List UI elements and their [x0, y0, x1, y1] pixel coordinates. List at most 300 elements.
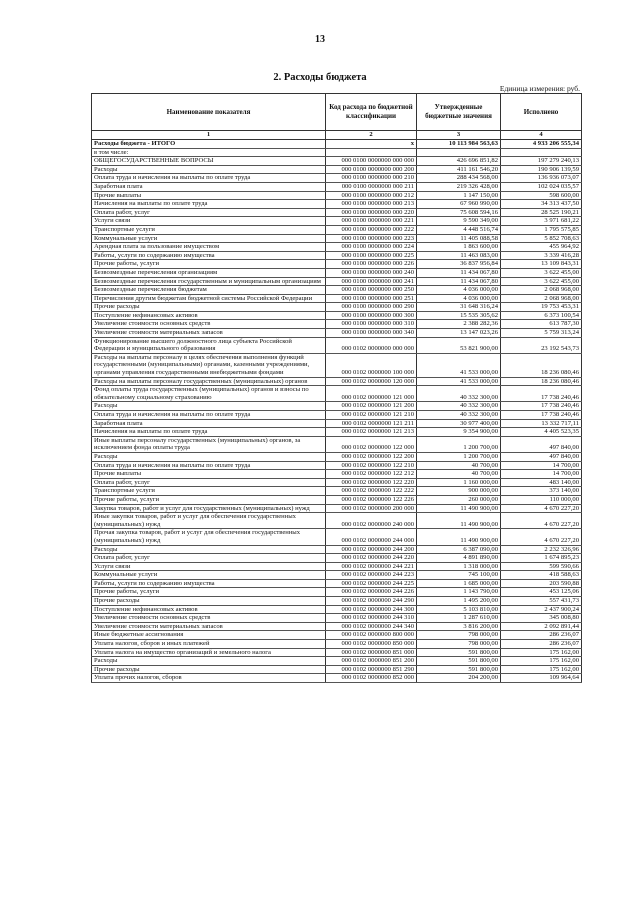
- table-row: [92, 200, 582, 209]
- row-executed: 3 622 455,00: [501, 268, 582, 277]
- table-row: [92, 353, 582, 377]
- table-row: [92, 303, 582, 312]
- row-executed: 598 600,00: [501, 191, 582, 200]
- row-executed: 17 738 240,46: [501, 411, 582, 420]
- row-executed: 2 232 326,96: [501, 545, 582, 554]
- row-name: Расходы: [92, 165, 326, 174]
- row-name: Поступление нефинансовых активов: [92, 605, 326, 614]
- table-row: [92, 562, 582, 571]
- row-code: 000 0100 0000000 000 226: [326, 260, 417, 269]
- row-approved: 53 821 900,00: [417, 337, 501, 353]
- row-approved: 900 000,00: [417, 487, 501, 496]
- row-code: 000 0102 0000000 851 290: [326, 665, 417, 674]
- table-row: [92, 386, 582, 402]
- table-row: [92, 157, 582, 166]
- row-executed: 613 787,30: [501, 320, 582, 329]
- table-row: [92, 605, 582, 614]
- row-approved: 204 200,00: [417, 674, 501, 683]
- row-executed: [501, 148, 582, 157]
- table-row: [92, 208, 582, 217]
- table-row: [92, 174, 582, 183]
- row-executed: 190 906 139,59: [501, 165, 582, 174]
- row-name: Услуги связи: [92, 217, 326, 226]
- row-approved: 288 434 568,00: [417, 174, 501, 183]
- row-code: 000 0102 0000000 122 212: [326, 470, 417, 479]
- row-name: Фонд оплаты труда государственных (муниципальных) органов и взносы по обязательному социальному страхованию: [92, 386, 326, 402]
- row-approved: 9 590 349,00: [417, 217, 501, 226]
- table-header-row: [92, 94, 582, 131]
- row-executed: 19 753 453,31: [501, 303, 582, 312]
- row-executed: 17 738 240,46: [501, 386, 582, 402]
- row-executed: 2 068 968,00: [501, 294, 582, 303]
- table-row: [92, 461, 582, 470]
- row-approved: 1 685 000,00: [417, 579, 501, 588]
- row-code: 000 0102 0000000 851 200: [326, 657, 417, 666]
- row-approved: 40 332 300,00: [417, 411, 501, 420]
- row-approved: 798 000,00: [417, 631, 501, 640]
- row-code: 000 0102 0000000 122 222: [326, 487, 417, 496]
- row-code: 000 0100 0000000 000 224: [326, 243, 417, 252]
- row-code: 000 0102 0000000 244 221: [326, 562, 417, 571]
- column-index: 3: [417, 131, 501, 140]
- row-executed: 497 840,00: [501, 452, 582, 461]
- row-executed: 17 738 240,46: [501, 402, 582, 411]
- row-approved: 1 143 790,00: [417, 588, 501, 597]
- row-executed: 18 236 080,46: [501, 353, 582, 377]
- table-row: [92, 622, 582, 631]
- row-code: 000 0100 0000000 000 222: [326, 225, 417, 234]
- row-code: 000 0102 0000000 244 225: [326, 579, 417, 588]
- table-row: [92, 329, 582, 338]
- row-executed: 4 670 227,20: [501, 529, 582, 545]
- row-code: 000 0100 0000000 000 223: [326, 234, 417, 243]
- row-approved: 11 490 900,00: [417, 529, 501, 545]
- row-name: Коммунальные услуги: [92, 571, 326, 580]
- row-code: x: [326, 140, 417, 149]
- row-code: 000 0102 0000000 100 000: [326, 353, 417, 377]
- row-executed: 3 622 455,00: [501, 277, 582, 286]
- row-executed: 136 936 073,07: [501, 174, 582, 183]
- row-code: 000 0102 0000000 121 211: [326, 419, 417, 428]
- row-executed: 13 109 843,31: [501, 260, 582, 269]
- row-executed: 4 670 227,20: [501, 513, 582, 529]
- row-name: Работы, услуги по содержанию имущества: [92, 251, 326, 260]
- row-name: Иные закупки товаров, работ и услуг для обеспечения государственных (муниципальных) нужд: [92, 513, 326, 529]
- row-approved: 11 434 067,80: [417, 277, 501, 286]
- units-label: Единица измерения: руб.: [499, 84, 580, 93]
- table-row: [92, 225, 582, 234]
- column-index-row: [92, 131, 582, 140]
- row-name: Прочие расходы: [92, 303, 326, 312]
- row-name: Безвозмездные перечисления организациям: [92, 268, 326, 277]
- row-name: Начисления на выплаты по оплате труда: [92, 200, 326, 209]
- table-row: [92, 182, 582, 191]
- row-approved: 591 800,00: [417, 648, 501, 657]
- row-code: 000 0102 0000000 244 223: [326, 571, 417, 580]
- row-executed: 3 971 681,22: [501, 217, 582, 226]
- table-row: [92, 411, 582, 420]
- table-row: [92, 588, 582, 597]
- row-approved: 591 800,00: [417, 665, 501, 674]
- row-executed: 483 140,00: [501, 478, 582, 487]
- row-code: 000 0100 0000000 000 210: [326, 174, 417, 183]
- row-name: Расходы: [92, 657, 326, 666]
- row-code: 000 0100 0000000 000 212: [326, 191, 417, 200]
- row-approved: 13 147 023,26: [417, 329, 501, 338]
- table-row: [92, 148, 582, 157]
- row-name: Безвозмездные перечисления государственным и муниципальным организациям: [92, 277, 326, 286]
- row-approved: 4 448 516,74: [417, 225, 501, 234]
- row-name: Заработная плата: [92, 419, 326, 428]
- table-row: [92, 648, 582, 657]
- row-name: Увеличение стоимости основных средств: [92, 614, 326, 623]
- row-name: Оплата труда и начисления на выплаты по оплате труда: [92, 174, 326, 183]
- row-name: Арендная плата за пользование имуществом: [92, 243, 326, 252]
- row-name: Функционирование высшего должностного лица субъекта Российской Федерации и муниципального образования: [92, 337, 326, 353]
- row-name: Увеличение стоимости материальных запасов: [92, 329, 326, 338]
- row-code: 000 0100 0000000 000 211: [326, 182, 417, 191]
- row-name: Прочие выплаты: [92, 191, 326, 200]
- row-code: 000 0100 0000000 000 241: [326, 277, 417, 286]
- row-executed: 373 140,00: [501, 487, 582, 496]
- table-row: [92, 377, 582, 386]
- table-row: [92, 260, 582, 269]
- row-approved: 591 800,00: [417, 657, 501, 666]
- row-approved: 1 147 150,00: [417, 191, 501, 200]
- row-executed: 4 933 206 555,34: [501, 140, 582, 149]
- row-executed: 4 670 227,20: [501, 504, 582, 513]
- row-approved: 798 000,00: [417, 640, 501, 649]
- row-executed: 3 339 416,28: [501, 251, 582, 260]
- row-code: 000 0100 0000000 000 251: [326, 294, 417, 303]
- row-approved: 1 200 700,00: [417, 436, 501, 452]
- row-name: Расходы: [92, 402, 326, 411]
- row-code: 000 0102 0000000 244 226: [326, 588, 417, 597]
- row-approved: 41 533 000,00: [417, 377, 501, 386]
- row-executed: 1 674 895,23: [501, 554, 582, 563]
- row-executed: 2 437 900,24: [501, 605, 582, 614]
- row-approved: 5 103 810,00: [417, 605, 501, 614]
- table-row: [92, 657, 582, 666]
- row-executed: 286 236,07: [501, 640, 582, 649]
- row-executed: 286 236,07: [501, 631, 582, 640]
- row-name: Прочие работы, услуги: [92, 260, 326, 269]
- table-row: [92, 419, 582, 428]
- row-executed: 345 008,80: [501, 614, 582, 623]
- row-approved: 67 960 990,00: [417, 200, 501, 209]
- row-approved: 11 405 088,58: [417, 234, 501, 243]
- row-name: Оплата работ, услуг: [92, 208, 326, 217]
- table-row: [92, 631, 582, 640]
- table-row: [92, 251, 582, 260]
- row-name: Оплата труда и начисления на выплаты по оплате труда: [92, 411, 326, 420]
- row-name: Оплата работ, услуг: [92, 554, 326, 563]
- row-code: 000 0102 0000000 122 210: [326, 461, 417, 470]
- row-approved: 9 354 900,00: [417, 428, 501, 437]
- row-code: [326, 148, 417, 157]
- row-name: Начисления на выплаты по оплате труда: [92, 428, 326, 437]
- row-name: Закупка товаров, работ и услуг для государственных (муниципальных) нужд: [92, 504, 326, 513]
- row-executed: 453 125,06: [501, 588, 582, 597]
- row-approved: 75 608 594,16: [417, 208, 501, 217]
- row-code: 000 0102 0000000 122 000: [326, 436, 417, 452]
- row-code: 000 0100 0000000 000 240: [326, 268, 417, 277]
- row-name: Поступление нефинансовых активов: [92, 311, 326, 320]
- header-name: Наименование показателя: [92, 94, 326, 131]
- row-approved: 411 161 546,20: [417, 165, 501, 174]
- table-row: [92, 286, 582, 295]
- row-name: Транспортные услуги: [92, 487, 326, 496]
- row-name: Оплата труда и начисления на выплаты по оплате труда: [92, 461, 326, 470]
- row-executed: 455 964,92: [501, 243, 582, 252]
- row-approved: 1 200 700,00: [417, 452, 501, 461]
- row-executed: 203 590,88: [501, 579, 582, 588]
- table-row: [92, 579, 582, 588]
- row-approved: 6 387 090,00: [417, 545, 501, 554]
- row-code: 000 0102 0000000 244 000: [326, 529, 417, 545]
- row-executed: 109 964,64: [501, 674, 582, 683]
- row-approved: 41 533 000,00: [417, 353, 501, 377]
- row-name: Прочие работы, услуги: [92, 588, 326, 597]
- row-code: 000 0100 0000000 000 290: [326, 303, 417, 312]
- row-approved: 3 816 200,00: [417, 622, 501, 631]
- row-approved: 31 648 316,24: [417, 303, 501, 312]
- row-executed: 2 068 968,00: [501, 286, 582, 295]
- row-code: 000 0102 0000000 244 220: [326, 554, 417, 563]
- row-executed: 18 236 080,46: [501, 377, 582, 386]
- column-index: 1: [92, 131, 326, 140]
- row-executed: 418 588,63: [501, 571, 582, 580]
- row-executed: 2 092 891,44: [501, 622, 582, 631]
- table-row: [92, 674, 582, 683]
- row-approved: 1 495 200,00: [417, 597, 501, 606]
- column-index: 2: [326, 131, 417, 140]
- row-name: Прочие работы, услуги: [92, 495, 326, 504]
- row-approved: 36 837 956,84: [417, 260, 501, 269]
- row-name: Расходы бюджета - ИТОГО: [92, 140, 326, 149]
- row-name: Расходы на выплаты персоналу в целях обеспечения выполнения функций государственными (муниципальными) органами, казенными учреждениями, органами управления государственными внебюджетными фондами: [92, 353, 326, 377]
- row-name: Расходы: [92, 545, 326, 554]
- row-executed: 14 700,00: [501, 470, 582, 479]
- section-title: 2. Расходы бюджета: [273, 72, 367, 83]
- row-code: 000 0102 0000000 200 000: [326, 504, 417, 513]
- row-approved: 15 535 305,62: [417, 311, 501, 320]
- row-approved: 11 490 900,00: [417, 513, 501, 529]
- row-name: Уплата прочих налогов, сборов: [92, 674, 326, 683]
- row-code: 000 0102 0000000 121 000: [326, 386, 417, 402]
- row-name: Прочие расходы: [92, 597, 326, 606]
- row-code: 000 0100 0000000 000 000: [326, 157, 417, 166]
- row-name: ОБЩЕГОСУДАРСТВЕННЫЕ ВОПРОСЫ: [92, 157, 326, 166]
- row-executed: 497 840,00: [501, 436, 582, 452]
- row-approved: 40 700,00: [417, 461, 501, 470]
- row-code: 000 0102 0000000 000 000: [326, 337, 417, 353]
- row-code: 000 0100 0000000 000 220: [326, 208, 417, 217]
- row-name: Увеличение стоимости материальных запасов: [92, 622, 326, 631]
- row-approved: 10 113 984 563,63: [417, 140, 501, 149]
- row-approved: 260 000,00: [417, 495, 501, 504]
- table-row: [92, 513, 582, 529]
- row-name: Прочие выплаты: [92, 470, 326, 479]
- table-row: [92, 571, 582, 580]
- row-name: Услуги связи: [92, 562, 326, 571]
- row-executed: 175 162,00: [501, 648, 582, 657]
- row-code: 000 0102 0000000 244 300: [326, 605, 417, 614]
- table-row: [92, 470, 582, 479]
- row-code: 000 0102 0000000 240 000: [326, 513, 417, 529]
- table-row: [92, 234, 582, 243]
- page-number: 13: [315, 34, 325, 45]
- table-row: [92, 268, 582, 277]
- row-code: 000 0100 0000000 000 221: [326, 217, 417, 226]
- row-name: Уплата налога на имущество организаций и земельного налога: [92, 648, 326, 657]
- row-executed: 14 700,00: [501, 461, 582, 470]
- row-approved: 11 490 900,00: [417, 504, 501, 513]
- row-approved: 1 287 610,00: [417, 614, 501, 623]
- column-index: 4: [501, 131, 582, 140]
- row-approved: 30 977 400,00: [417, 419, 501, 428]
- table-row: [92, 277, 582, 286]
- row-approved: 11 434 067,80: [417, 268, 501, 277]
- row-code: 000 0100 0000000 000 250: [326, 286, 417, 295]
- table-row: [92, 529, 582, 545]
- table-row: [92, 487, 582, 496]
- row-code: 000 0102 0000000 850 000: [326, 640, 417, 649]
- row-name: Расходы: [92, 452, 326, 461]
- row-approved: 4 036 000,00: [417, 286, 501, 295]
- table-row: [92, 243, 582, 252]
- row-code: 000 0102 0000000 244 340: [326, 622, 417, 631]
- table-row: [92, 665, 582, 674]
- table-row: [92, 217, 582, 226]
- table-row: [92, 402, 582, 411]
- row-executed: 13 332 717,11: [501, 419, 582, 428]
- table-row: [92, 165, 582, 174]
- row-name: в том числе:: [92, 148, 326, 157]
- table-row: [92, 140, 582, 149]
- row-name: Увеличение стоимости основных средств: [92, 320, 326, 329]
- row-approved: [417, 148, 501, 157]
- row-code: 000 0100 0000000 000 340: [326, 329, 417, 338]
- row-approved: 4 036 000,00: [417, 294, 501, 303]
- row-approved: 1 160 000,00: [417, 478, 501, 487]
- row-approved: 1 318 000,00: [417, 562, 501, 571]
- row-executed: 557 431,73: [501, 597, 582, 606]
- row-approved: 40 700,00: [417, 470, 501, 479]
- row-executed: 5 759 313,24: [501, 329, 582, 338]
- row-code: 000 0102 0000000 244 200: [326, 545, 417, 554]
- table-row: [92, 554, 582, 563]
- table-row: [92, 428, 582, 437]
- row-name: Перечисления другим бюджетам бюджетной системы Российской Федерации: [92, 294, 326, 303]
- table-row: [92, 452, 582, 461]
- row-approved: 2 388 282,36: [417, 320, 501, 329]
- row-code: 000 0100 0000000 000 200: [326, 165, 417, 174]
- table-row: [92, 545, 582, 554]
- row-code: 000 0102 0000000 122 200: [326, 452, 417, 461]
- row-executed: 175 162,00: [501, 665, 582, 674]
- row-code: 000 0102 0000000 122 220: [326, 478, 417, 487]
- row-code: 000 0102 0000000 121 210: [326, 411, 417, 420]
- row-code: 000 0102 0000000 122 226: [326, 495, 417, 504]
- row-name: Коммунальные услуги: [92, 234, 326, 243]
- row-name: Уплата налогов, сборов и иных платежей: [92, 640, 326, 649]
- row-code: 000 0100 0000000 000 310: [326, 320, 417, 329]
- row-name: Безвозмездные перечисления бюджетам: [92, 286, 326, 295]
- row-code: 000 0100 0000000 000 300: [326, 311, 417, 320]
- row-executed: 6 373 100,54: [501, 311, 582, 320]
- table-row: [92, 294, 582, 303]
- row-approved: 40 332 300,00: [417, 402, 501, 411]
- table-row: [92, 478, 582, 487]
- row-name: Транспортные услуги: [92, 225, 326, 234]
- budget-expenses-table: [91, 93, 582, 683]
- table-row: [92, 614, 582, 623]
- row-approved: 4 891 890,00: [417, 554, 501, 563]
- row-code: 000 0102 0000000 244 310: [326, 614, 417, 623]
- row-name: Работы, услуги по содержанию имущества: [92, 579, 326, 588]
- row-approved: 745 100,00: [417, 571, 501, 580]
- table-row: [92, 640, 582, 649]
- row-approved: 426 696 851,82: [417, 157, 501, 166]
- table-row: [92, 320, 582, 329]
- row-approved: 1 863 600,00: [417, 243, 501, 252]
- table-row: [92, 191, 582, 200]
- table-row: [92, 504, 582, 513]
- row-code: 000 0102 0000000 851 000: [326, 648, 417, 657]
- table-row: [92, 597, 582, 606]
- row-name: Заработная плата: [92, 182, 326, 191]
- row-code: 000 0102 0000000 120 000: [326, 377, 417, 386]
- row-code: 000 0102 0000000 121 200: [326, 402, 417, 411]
- header-code: Код расхода по бюджетной классификации: [326, 94, 417, 131]
- row-executed: 5 852 708,63: [501, 234, 582, 243]
- table-row: [92, 337, 582, 353]
- table-row: [92, 495, 582, 504]
- table-body: [92, 140, 582, 683]
- row-name: Расходы на выплаты персоналу государственных (муниципальных) органов: [92, 377, 326, 386]
- row-executed: 34 313 437,50: [501, 200, 582, 209]
- row-executed: 1 795 575,85: [501, 225, 582, 234]
- table-row: [92, 436, 582, 452]
- row-name: Оплата работ, услуг: [92, 478, 326, 487]
- row-executed: 197 279 240,13: [501, 157, 582, 166]
- table-row: [92, 311, 582, 320]
- row-name: Прочие расходы: [92, 665, 326, 674]
- row-executed: 110 000,00: [501, 495, 582, 504]
- row-name: Иные бюджетные ассигнования: [92, 631, 326, 640]
- row-approved: 40 332 300,00: [417, 386, 501, 402]
- row-code: 000 0102 0000000 244 290: [326, 597, 417, 606]
- header-approved: Утвержденные бюджетные значения: [417, 94, 501, 131]
- header-executed: Исполнено: [501, 94, 582, 131]
- row-name: Прочая закупка товаров, работ и услуг для обеспечения государственных (муниципальных) нужд: [92, 529, 326, 545]
- row-code: 000 0100 0000000 000 213: [326, 200, 417, 209]
- row-executed: 102 024 035,57: [501, 182, 582, 191]
- row-executed: 175 162,00: [501, 657, 582, 666]
- row-approved: 11 463 083,00: [417, 251, 501, 260]
- row-executed: 4 405 523,35: [501, 428, 582, 437]
- row-code: 000 0100 0000000 000 225: [326, 251, 417, 260]
- row-executed: 28 525 190,21: [501, 208, 582, 217]
- row-executed: 23 192 543,73: [501, 337, 582, 353]
- row-code: 000 0102 0000000 852 000: [326, 674, 417, 683]
- row-executed: 599 590,66: [501, 562, 582, 571]
- row-code: 000 0102 0000000 121 213: [326, 428, 417, 437]
- row-code: 000 0102 0000000 800 000: [326, 631, 417, 640]
- row-name: Иные выплаты персоналу государственных (муниципальных) органов, за исключением фонда оплаты труда: [92, 436, 326, 452]
- row-approved: 219 326 428,00: [417, 182, 501, 191]
